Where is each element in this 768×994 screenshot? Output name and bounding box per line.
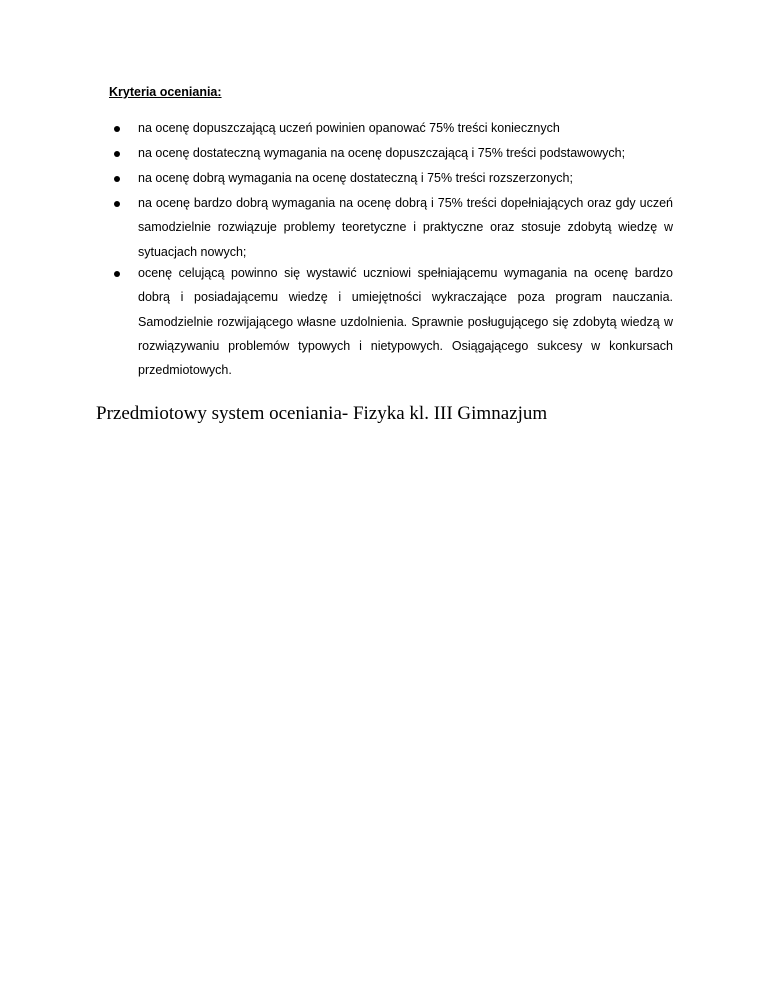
bullet-icon	[114, 176, 120, 182]
bullet-icon	[114, 271, 120, 277]
bullet-icon	[114, 201, 120, 207]
criteria-text: na ocenę dobrą wymagania na ocenę dostateczną i 75% treści rozszerzonych;	[138, 171, 573, 185]
criteria-text: na ocenę dopuszczającą uczeń powinien opanować 75% treści koniecznych	[138, 121, 560, 135]
criteria-heading: Kryteria oceniania:	[109, 85, 222, 99]
criteria-text: na ocenę bardzo dobrą wymagania na ocenę dobrą i 75% treści dopełniających oraz gdy uczeń samodzielnie rozwiązuje problemy teoretyczne i praktyczne oraz stosuje zdobytą wiedzę w sytuacjach nowych;	[138, 196, 673, 259]
criteria-text: ocenę celującą powinno się wystawić uczniowi spełniającemu wymagania na ocenę bardzo dobrą i posiadającemu wiedzę i umiejętności wykraczające poza program nauczania. Samodzielnie rozwijającego własne uzdolnienia. Sprawnie posługującego się zdobytą wiedzą w rozwiązywaniu problemów typowych i nietypowych. Osiągającego sukcesy w konkursach przedmiotowych.	[138, 266, 673, 378]
document-title: Przedmiotowy system oceniania- Fizyka kl. III Gimnazjum	[96, 403, 548, 424]
bullet-icon	[114, 151, 120, 157]
bullet-icon	[114, 126, 120, 132]
criteria-text: na ocenę dostateczną wymagania na ocenę dopuszczającą i 75% treści podstawowych;	[138, 146, 626, 160]
